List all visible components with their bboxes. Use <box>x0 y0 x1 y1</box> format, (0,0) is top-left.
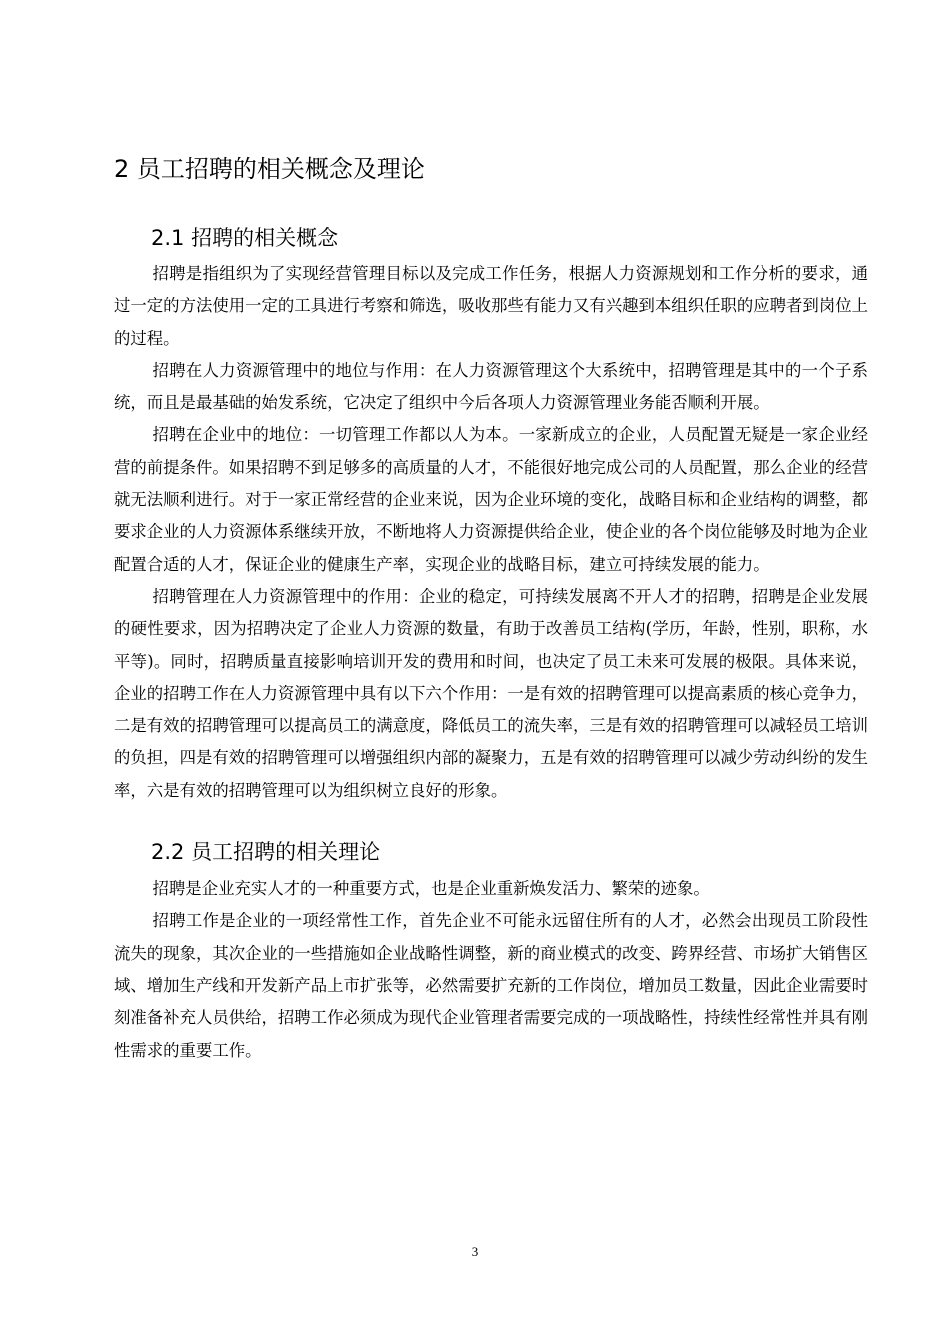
paragraph: 招聘是企业充实人才的一种重要方式，也是企业重新焕发活力、繁荣的迹象。 <box>152 879 710 899</box>
paragraph: 招聘在人力资源管理中的地位与作用：在人力资源管理这个大系统中，招聘管理是其中的一个子系统，而且是最基础的始发系统，它决定了组织中今后各项人力资源管理业务能否顺利开展。 <box>114 360 868 413</box>
page-number: 3 <box>471 1244 479 1259</box>
paragraph: 招聘是指组织为了实现经营管理目标以及完成工作任务，根据人力资源规划和工作分析的要求，通过一定的方法使用一定的工具进行考察和筛选，吸收那些有能力又有兴趣到本组织任职的应聘者到岗位上的过程。 <box>114 264 868 348</box>
paragraph: 招聘工作是企业的一项经常性工作，首先企业不可能永远留住所有的人才，必然会出现员工阶段性流失的现象，其次企业的一些措施如企业战略性调整，新的商业模式的改变、跨界经营、市场扩大销售区域、增加生产线和开发新产品上市扩张等，必然需要扩充新的工作岗位，增加员工数量，因此企业需要时刻准备补充人员供给，招聘工作必须成为现代企业管理者需要完成的一项战略性，持续性经常性并具有刚性需求的重要工作。 <box>114 911 868 1060</box>
section-title-2-2: 2.2 员工招聘的相关理论 <box>151 840 381 865</box>
paragraph: 招聘管理在人力资源管理中的作用：企业的稳定，可持续发展离不开人才的招聘，招聘是企业发展的硬性要求，因为招聘决定了企业人力资源的数量，有助于改善员工结构(学历，年龄，性别，职称，水平等)。同时，招聘质量直接影响培训开发的费用和时间，也决定了员工未来可发展的极限。具体来说，企业的招聘工作在人力资源管理中具有以下六个作用：一是有效的招聘管理可以提高素质的核心竞争力，二是有效的招聘管理可以提高员工的满意度，降低员工的流失率，三是有效的招聘管理可以减轻员工培训的负担，四是有效的招聘管理可以增强组织内部的凝聚力，五是有效的招聘管理可以减少劳动纠纷的发生率，六是有效的招聘管理可以为组织树立良好的形象。 <box>114 586 868 800</box>
chapter-title: 2 员工招聘的相关概念及理论 <box>114 155 425 183</box>
page-content <box>114 150 868 1067</box>
paragraph: 招聘在企业中的地位：一切管理工作都以人为本。一家新成立的企业，人员配置无疑是一家企业经营的前提条件。如果招聘不到足够多的高质量的人才，不能很好地完成公司的人员配置，那么企业的经营就无法顺利进行。对于一家正常经营的企业来说，因为企业环境的变化，战略目标和企业结构的调整，都要求企业的人力资源体系继续开放，不断地将人力资源提供给企业，使企业的各个岗位能够及时地为企业配置合适的人才，保证企业的健康生产率，实现企业的战略目标，建立可持续发展的能力。 <box>114 425 868 574</box>
section-title-2-1: 2.1 招聘的相关概念 <box>151 226 339 250</box>
